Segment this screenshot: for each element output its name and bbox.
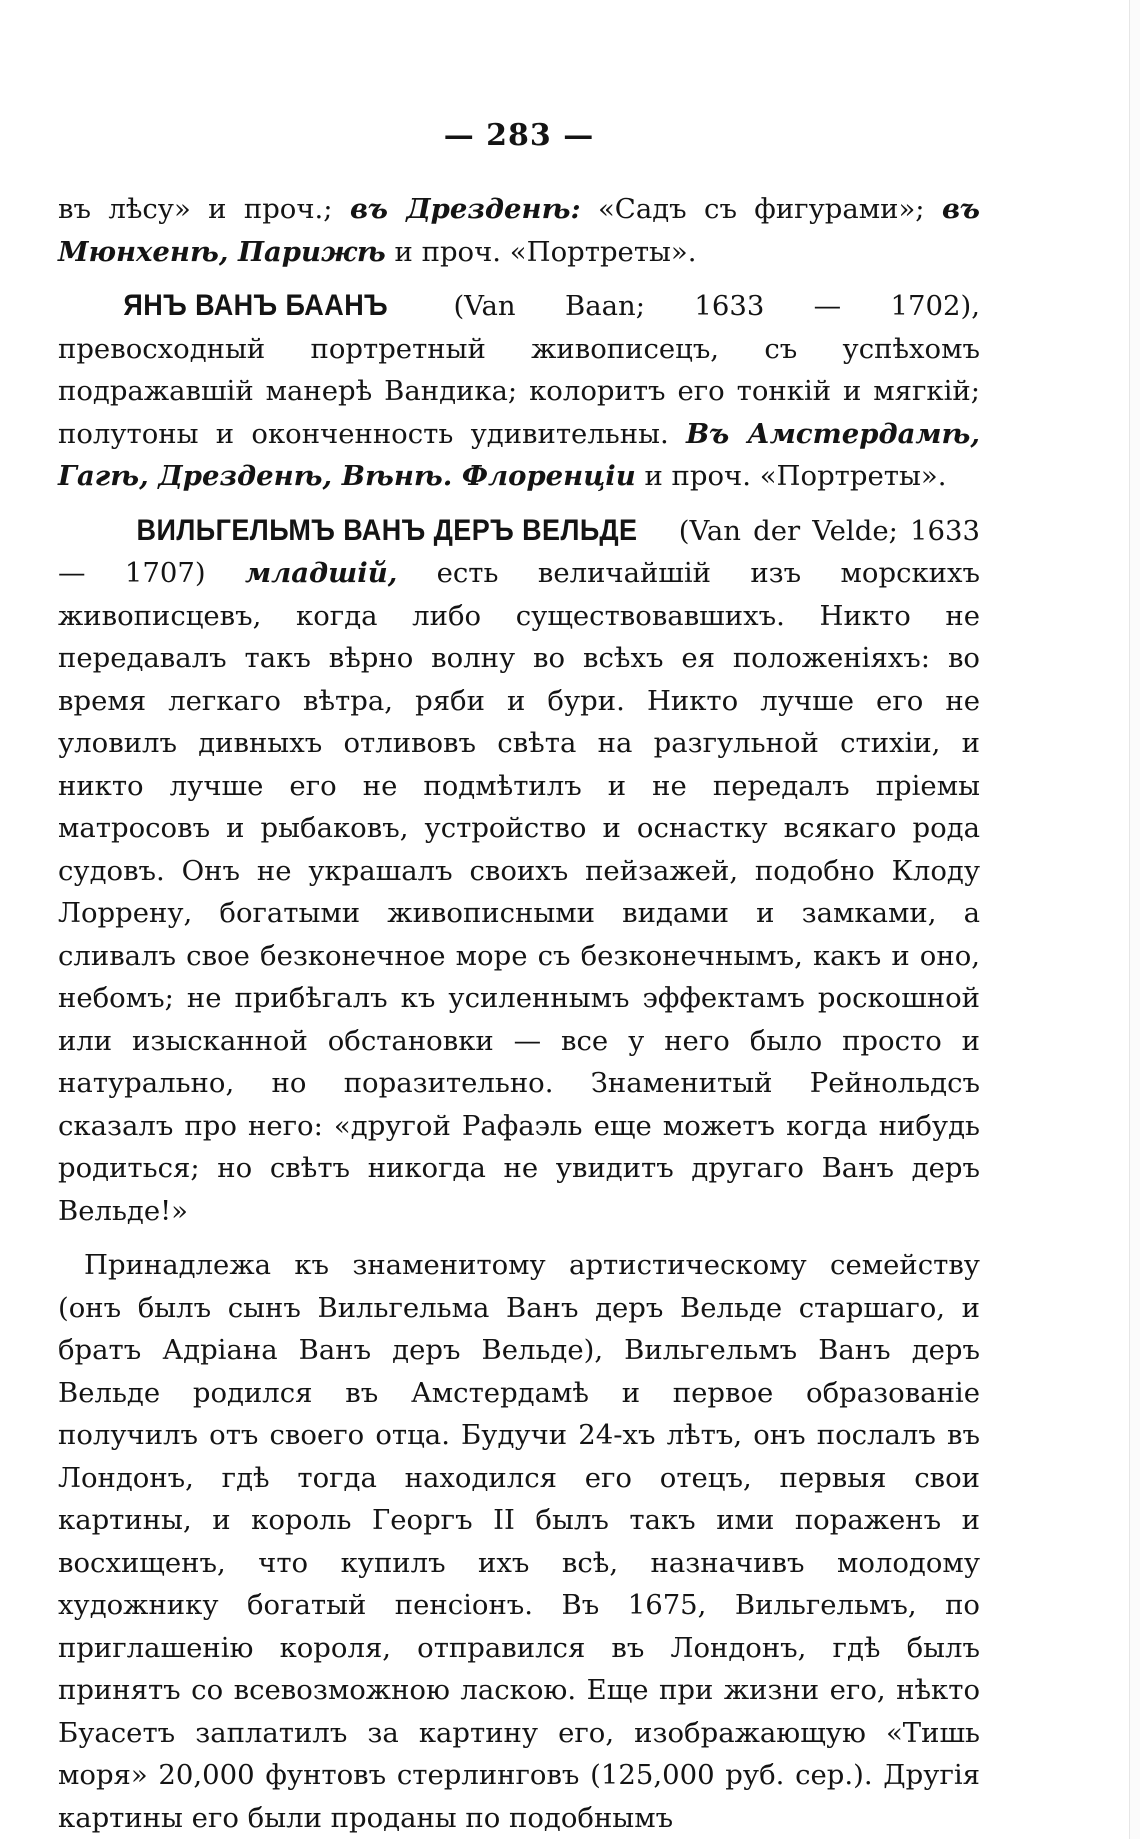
- page-edge: [1129, 0, 1140, 1839]
- location-italic: въ Дрезденѣ:: [349, 193, 581, 225]
- paragraph-continuation: [58, 188, 980, 273]
- text-run: (Van Baan; 1633 — 1702), превосходный портретный живописецъ, съ успѣхомъ подражавшій манерѣ Вандика; колоритъ его тонкій и мягкій; полутоны и оконченность удивительны.: [58, 290, 980, 450]
- location-italic: въ Мюнхенѣ, Парижѣ: [58, 193, 980, 268]
- text-run: «Садъ съ фигурами»;: [580, 193, 942, 225]
- emphasis-italic: младшій,: [244, 557, 398, 589]
- book-page: [58, 0, 980, 1839]
- text-run: (Van der Velde; 1633 — 1707): [58, 514, 980, 589]
- page-number: — 283 —: [443, 118, 595, 153]
- artist-name-heading: ЯНЪ ВАНЪ БААНЪ: [123, 289, 389, 322]
- entry-van-der-velde: [58, 510, 980, 1233]
- body-text: [58, 188, 980, 1839]
- location-italic: Въ Амстердамѣ, Гагѣ, Дрезденѣ, Вѣнѣ. Флоренціи: [58, 417, 981, 492]
- text-run: есть величайшій изъ морскихъ живописцевъ, когда либо существовавшихъ. Никто не передавалъ такъ вѣрно волну во всѣхъ ея положеніяхъ: во время легкаго вѣтра, ряби и бури. Никто лучше его не уловилъ дивныхъ отливовъ свѣта на разгульной стихіи, и никто лучше его не подмѣтилъ и не передалъ пріемы матросовъ и рыбаковъ, устройство и оснастку всякаго рода судовъ. Онъ не украшалъ своихъ пейзажей, подобно Клоду Лоррену, богатыми живописными видами и замками, а сливалъ свое безконечное море съ безконечнымъ, какъ и оно, небомъ; не прибѣгалъ къ усиленнымъ эффектамъ роскошной или изысканной обстановки — все у него было просто и натурально, но поразительно. Знаменитый Рейнольдсъ сказалъ про него: «другой Рафаэль еще можетъ когда нибудь родиться; но свѣтъ никогда не увидитъ другаго Ванъ деръ Вельде!»: [58, 557, 980, 1227]
- text-run: и проч. «Портреты».: [635, 460, 947, 492]
- biography-paragraph: Принадлежа къ знаменитому артистическому семейству (онъ былъ сынъ Вильгельма Ванъ деръ Вельде старшаго, и братъ Адріана Ванъ деръ Вельде), Вильгельмъ Ванъ деръ Вельде родился въ Амстердамѣ и первое образованіе получилъ отъ своего отца. Будучи 24-хъ лѣтъ, онъ послалъ въ Лондонъ, гдѣ тогда находился его отецъ, первыя свои картины, и король Георгъ II былъ такъ ими пораженъ и восхищенъ, что купилъ ихъ всѣ, назначивъ молодому художнику богатый пенсіонъ. Въ 1675, Вильгельмъ, по приглашенію короля, отправился въ Лондонъ, гдѣ былъ принятъ со всевозможною ласкою. Еще при жизни его, нѣкто Буасетъ заплатилъ за картину его, изображающую «Тишь моря» 20,000 фунтовъ стерлинговъ (125,000 руб. сер.). Другія картины его были проданы по подобнымъ: [58, 1249, 980, 1834]
- text-run: и проч. «Портреты».: [385, 235, 697, 268]
- artist-name-heading: ВИЛЬГЕЛЬМЪ ВАНЪ ДЕРЪ ВЕЛЬДЕ: [136, 513, 638, 547]
- text-run: въ лѣсу» и проч.;: [58, 193, 350, 225]
- entry-van-baan: [58, 285, 980, 498]
